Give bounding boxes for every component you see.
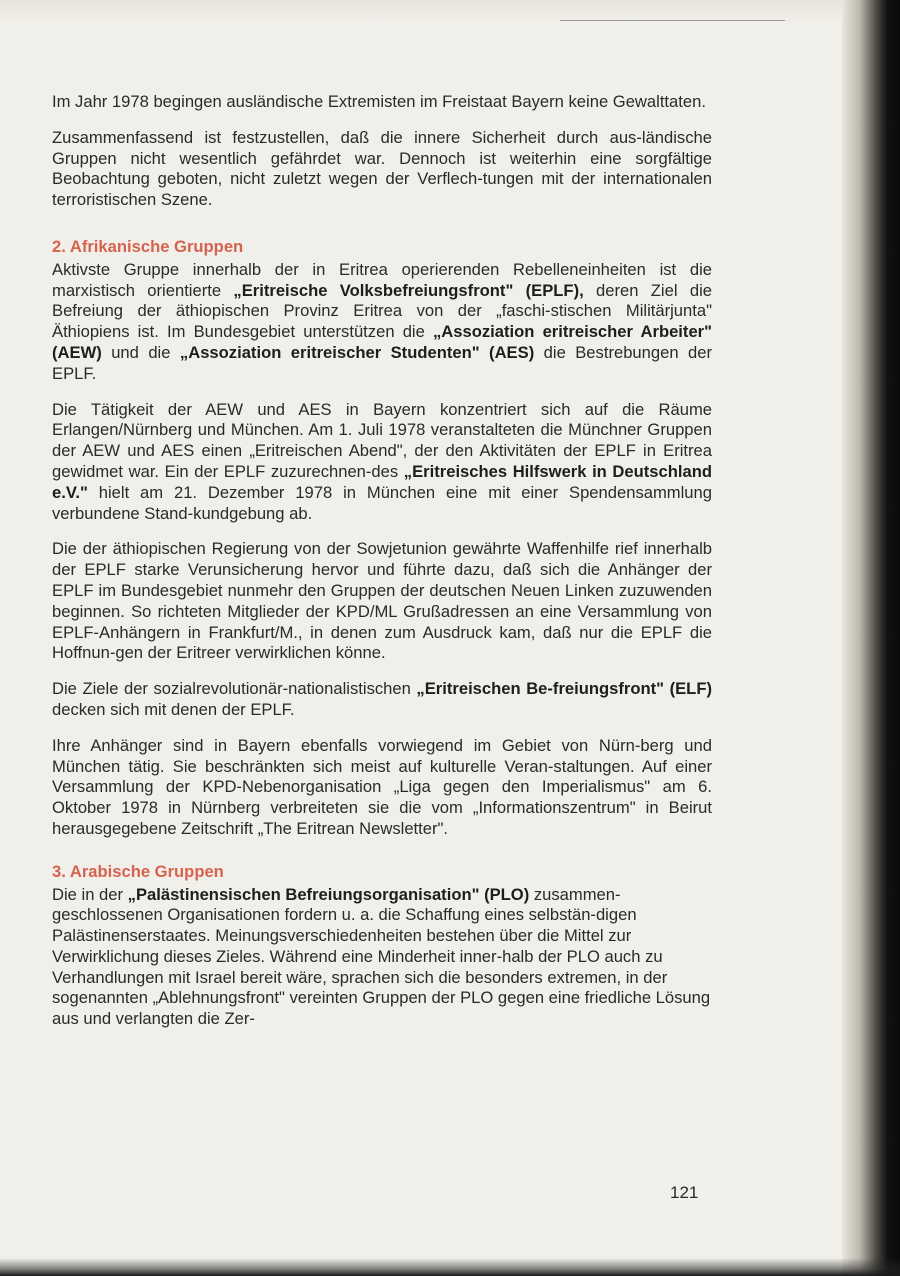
page-bottom-edge [0,1258,900,1276]
bold-term-aes: „Assoziation eritreischer Studenten" (AES) [179,342,535,362]
paragraph-text: Die der äthiopischen Regierung von der Sowjetunion gewährte Waffenhilfe rief innerhalb der EPLF starke Verunsicherung hervor und führte dazu, daß sich die Anhänger der EPLF im Bundesgebiet nunmehr den Gruppen der deutschen Neuen Linken zuzuwenden beginnen. So richteten Mitglieder der KPD/ML Grußadressen an eine Versammlung von EPLF-Anhängern in Frankfurt/M., in denen zum Ausdruck kam, daß nur die EPLF die Hoffnun-gen der Eritreer verwirklichen könne. [52,539,712,663]
paragraph-intro [52,92,712,113]
bold-term-eplf: „Eritreische Volksbefreiungsfront" (EPLF), [233,280,584,300]
paragraph-text: Im Jahr 1978 begingen ausländische Extremisten im Freistaat Bayern keine Gewalttaten. [52,92,706,111]
paragraph-weapons-aid [52,539,712,664]
bold-term-plo: „Palästinensischen Befreiungsorganisation" (PLO) [127,884,530,904]
text-run: und die [101,342,180,362]
bold-term-hilfswerk: „Eritreisches Hilfswerk in Deutschland e.V." [52,461,712,502]
text-run: Die Ziele der sozialrevolutionär-nationalistischen [52,679,417,699]
page-top-shadow [0,0,900,22]
paragraph-elf [52,679,712,721]
section-heading-arab-groups: 3. Arabische Gruppen [52,861,224,881]
text-run: zusammen-geschlossenen Organisationen fordern u. a. die Schaffung eines selbstän-digen Palästinenserstaates. Meinungsverschiedenheiten bestehen über die Mittel zur Verwirklichung dieses Zieles. Während eine Minderheit inner-halb der PLO auch zu Verhandlungen mit Israel bereit wäre, sprachen sich die besonders extremen, in der sogenannten „Ablehnungsfront" vereinten Gruppen der PLO gegen eine friedliche Lösung aus und verlangten die Zer- [52,884,711,1029]
paragraph-plo [52,885,712,1031]
text-run: hielt am 21. Dezember 1978 in München eine mit einer Spendensammlung verbundene Stand-kundgebung ab. [52,482,712,523]
bold-term-elf: „Eritreischen Be-freiungsfront" (ELF) [416,679,712,699]
text-run: deren Ziel die Befreiung der äthiopischen Provinz Eritrea von der „faschi-stischen Militärjunta" Äthiopiens ist. Im Bundesgebiet unterstützen die [52,280,712,342]
text-run: Aktivste Gruppe innerhalb der in Eritrea operierenden Rebelleneinheiten ist die marxistisch orientierte [52,259,712,300]
book-spine [842,0,900,1276]
bold-term-aew: „Assoziation eritreischer Arbeiter" (AEW) [52,322,712,362]
paragraph-eplf [52,260,712,385]
page-body [52,92,712,1045]
paragraph-elf-supporters [52,736,712,840]
paragraph-text: Ihre Anhänger sind in Bayern ebenfalls vorwiegend im Gebiet von Nürn-berg und München tätig. Sie beschränkten sich meist auf kulturelle Veran-staltungen. Auf einer Versammlung der KPD-Nebenorganisation „Liga gegen den Imperialismus" am 6. Oktober 1978 in Nürnberg verbreiteten sie die vom „Informationszentrum" in Beirut herausgegebene Zeitschrift „The Eritrean Newsletter". [52,735,712,838]
text-run: decken sich mit denen der EPLF. [52,699,295,719]
header-rule [560,20,785,21]
paragraph-text: Zusammenfassend ist festzustellen, daß die innere Sicherheit durch aus-ländische Gruppen nicht wesentlich gefährdet war. Dennoch ist weiterhin eine sorgfältige Beobachtung geboten, nicht zuletzt wegen der Verflech-tungen mit der internationalen terroristischen Szene. [52,127,712,210]
paragraph-aew-aes-bavaria [52,400,712,525]
text-run: Die in der [52,884,128,904]
section-heading-african-groups: 2. Afrikanische Gruppen [52,236,244,256]
text-run: Die Tätigkeit der AEW und AES in Bayern konzentriert sich auf die Räume Erlangen/Nürnberg und München. Am 1. Juli 1978 veranstalteten die Münchner Gruppen der AEW und AES einen „Eritreischen Abend", der den Aktivitäten der EPLF in Eritrea gewidmet war. Ein der EPLF zuzurechnen-des [52,399,712,481]
text-run: die Bestrebungen der EPLF. [52,342,712,383]
page-number: 121 [670,1183,699,1202]
paragraph-summary [52,128,712,211]
